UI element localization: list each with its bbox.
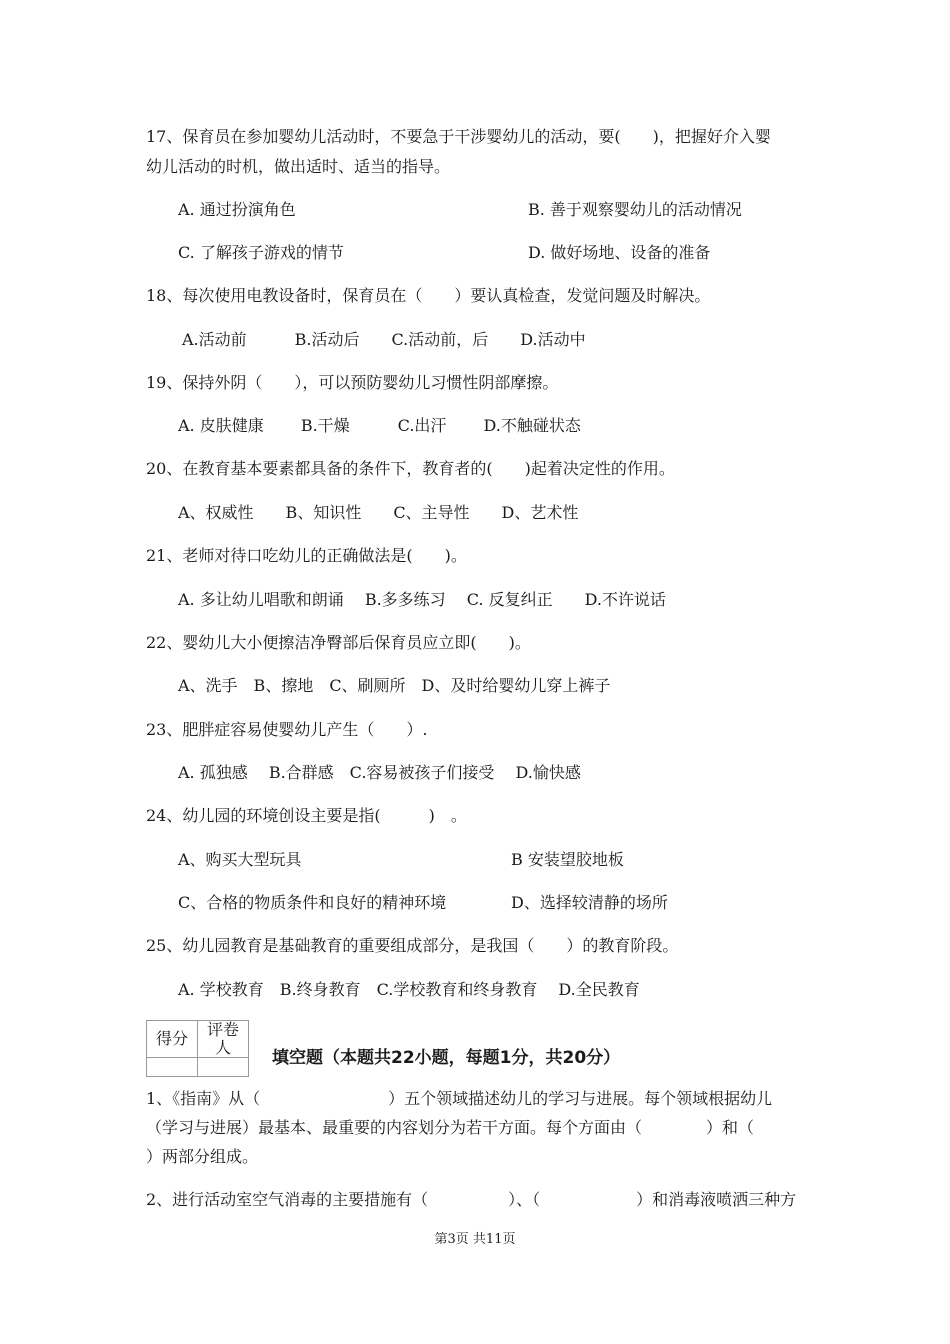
- question-line: 1、《指南》从（ ）五个领域描述幼儿的学习与进展。每个领域根据幼儿: [146, 1089, 773, 1108]
- question-line: B 安装望胶地板: [511, 850, 624, 869]
- score-cell: [147, 1058, 198, 1077]
- question-line: C、合格的物质条件和良好的精神环境: [178, 893, 447, 912]
- question-line: A.活动前 B.活动后 C.活动前，后 D.活动中: [182, 330, 586, 349]
- question-line: A. 通过扮演角色: [178, 200, 296, 219]
- grader-label: 评卷人: [198, 1021, 249, 1058]
- question-line: 19、保持外阴（ ），可以预防婴幼儿习惯性阴部摩擦。: [146, 373, 559, 392]
- question-line: A. 多让幼儿唱歌和朗诵 B.多多练习 C. 反复纠正 D.不许说话: [178, 590, 666, 609]
- question-line: D. 做好场地、设备的准备: [528, 243, 711, 262]
- question-line: 23、肥胖症容易使婴幼儿产生（ ）.: [146, 720, 428, 739]
- question-line: A. 学校教育 B.终身教育 C.学校教育和终身教育 D.全民教育: [178, 980, 640, 999]
- question-line: 22、婴幼儿大小便擦洁净臀部后保育员应立即( )。: [146, 633, 531, 652]
- question-line: 21、老师对待口吃幼儿的正确做法是( )。: [146, 546, 467, 565]
- question-line: A、洗手 B、擦地 C、刷厕所 D、及时给婴幼儿穿上裤子: [178, 676, 611, 695]
- question-line: 17、保育员在参加婴幼儿活动时，不要急于干涉婴幼儿的活动，要( )，把握好介入婴: [146, 127, 771, 146]
- section-title: 填空题（本题共22小题，每题1分，共20分）: [272, 1048, 621, 1068]
- question-line: B. 善于观察婴幼儿的活动情况: [528, 200, 742, 219]
- question-line: 幼儿活动的时机，做出适时、适当的指导。: [146, 157, 451, 176]
- question-line: 25、幼儿园教育是基础教育的重要组成部分，是我国（ ）的教育阶段。: [146, 936, 679, 955]
- question-line: A、权威性 B、知识性 C、主导性 D、艺术性: [178, 503, 579, 522]
- question-line: 2、进行活动室空气消毒的主要措施有（ ）、（ ）和消毒液喷洒三种方: [146, 1190, 797, 1209]
- question-line: C. 了解孩子游戏的情节: [178, 243, 344, 262]
- score-box: [146, 1020, 249, 1077]
- score-label: 得分: [147, 1021, 198, 1058]
- question-line: 18、每次使用电教设备时，保育员在（ ）要认真检查，发觉问题及时解决。: [146, 286, 711, 305]
- question-line: 24、幼儿园的环境创设主要是指( ) 。: [146, 806, 467, 825]
- question-line: A. 皮肤健康 B.干燥 C.出汗 D.不触碰状态: [178, 416, 581, 435]
- page-footer: 第3页 共11页: [434, 1232, 516, 1247]
- question-line: 20、在教育基本要素都具备的条件下，教育者的( )起着决定性的作用。: [146, 459, 675, 478]
- question-line: A. 孤独感 B.合群感 C.容易被孩子们接受 D.愉快感: [178, 763, 581, 782]
- grader-cell: [198, 1058, 249, 1077]
- question-line: ）两部分组成。: [146, 1147, 259, 1166]
- question-line: D、选择较清静的场所: [511, 893, 668, 912]
- question-line: （学习与进展）最基本、最重要的内容划分为若干方面。每个方面由（ ）和（: [146, 1118, 755, 1137]
- question-line: A、购买大型玩具: [178, 850, 302, 869]
